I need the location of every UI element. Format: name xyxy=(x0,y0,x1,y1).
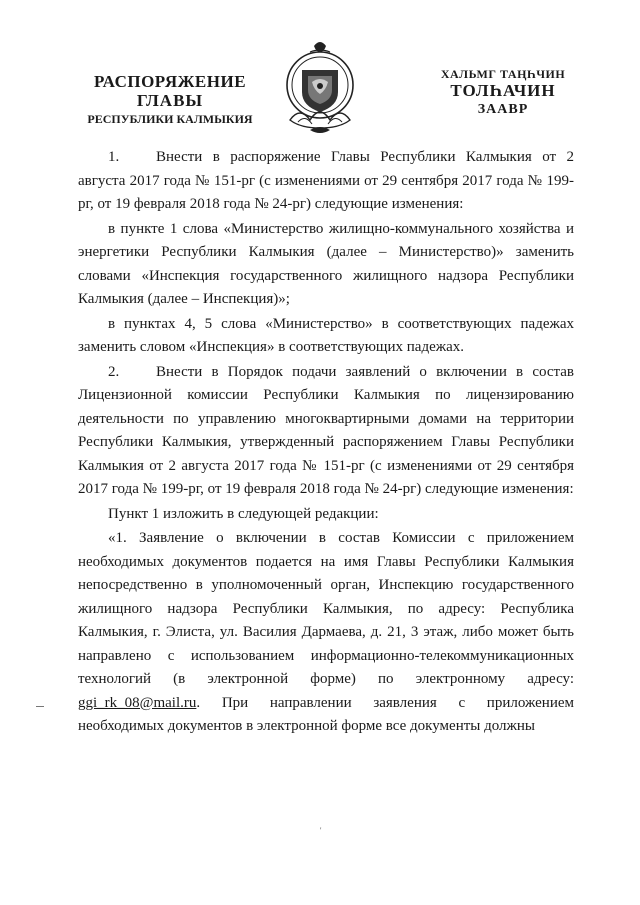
order-title: РАСПОРЯЖЕНИЕ xyxy=(93,72,247,91)
head-title: ГЛАВЫ xyxy=(136,91,204,110)
paragraph-text: Внести в Порядок подачи заявлений о включении в состав Лицензионной комиссии Республики Калмыкия по лицензированию деятельности по управлению многоквартирными домами на территории Республики Калмыкия, утвержденный распоряжением Главы Республики Калмыкия от 2 августа 2017 года № 151-рг (с изменениями от 29 сентября 2017 года № 199-рг, от 19 февраля 2018 года № 24-рг) следующие изменения: xyxy=(78,363,574,497)
paragraph-2 xyxy=(78,361,574,502)
kalmyk-order-title: ЗААВР xyxy=(477,102,529,117)
document-body xyxy=(78,146,574,740)
email-link[interactable]: ggi_rk_08@mail.ru xyxy=(78,694,197,711)
paragraph-text: Внести в распоряжение Главы Республики Калмыкия от 2 августа 2017 года № 151-рг (с изменениями от 29 сентября 2017 года № 199-рг, от 19 февраля 2018 года № 24-рг) следующие изменения: xyxy=(78,149,574,212)
paragraph-text-end: . При направлении заявления с приложением необходимых документов в электронной форме все документы должны xyxy=(78,694,574,734)
kalmykia-coat-of-arms-icon xyxy=(280,40,360,140)
scan-mark xyxy=(36,706,44,707)
paragraph-number: 2. xyxy=(108,363,120,380)
paragraph-2a: Пункт 1 изложить в следующей редакции: xyxy=(108,505,379,522)
paragraph-2b xyxy=(78,527,574,739)
republic-name: РЕСПУБЛИКИ КАЛМЫКИЯ xyxy=(87,112,253,126)
paragraph-1a: в пункте 1 слова «Министерство жилищно-коммунального хозяйства и энергетики Республики Калмыкия (далее – Министерство)» заменить словами «Инспекция государственного жилищного надзора Республики Калмыкия (далее – Инспекция)»; xyxy=(78,220,574,307)
kalmyk-head-title: ТОЛҺАЧИН xyxy=(450,81,556,100)
page-mark: ' xyxy=(320,826,322,835)
paragraph-text: «1. Заявление о включении в состав Комиссии с приложением необходимых документов подается на имя Главы Республики Калмыкия непосредственно в уполномоченный орган, Инспекцию государственного жилищного надзора Республики Калмыкия, по адресу: Республика Калмыкия, г. Элиста, ул. Василия Дармаева, д. 21, 3 этаж, либо может быть направлено с использованием информационно-телекоммуникационных технологий (в электронной форме) по электронному адресу: xyxy=(78,530,574,687)
header-left xyxy=(70,72,270,127)
paragraph-1b: в пунктах 4, 5 слова «Министерство» в соответствующих падежах заменить словом «Инспекция» в соответствующих падежах. xyxy=(78,315,574,355)
paragraph-1 xyxy=(78,146,574,217)
kalmyk-republic-name: ХАЛЬМГ ТАҢҺЧИН xyxy=(440,67,566,81)
header-right xyxy=(418,66,588,120)
paragraph-number: 1. xyxy=(108,149,120,165)
